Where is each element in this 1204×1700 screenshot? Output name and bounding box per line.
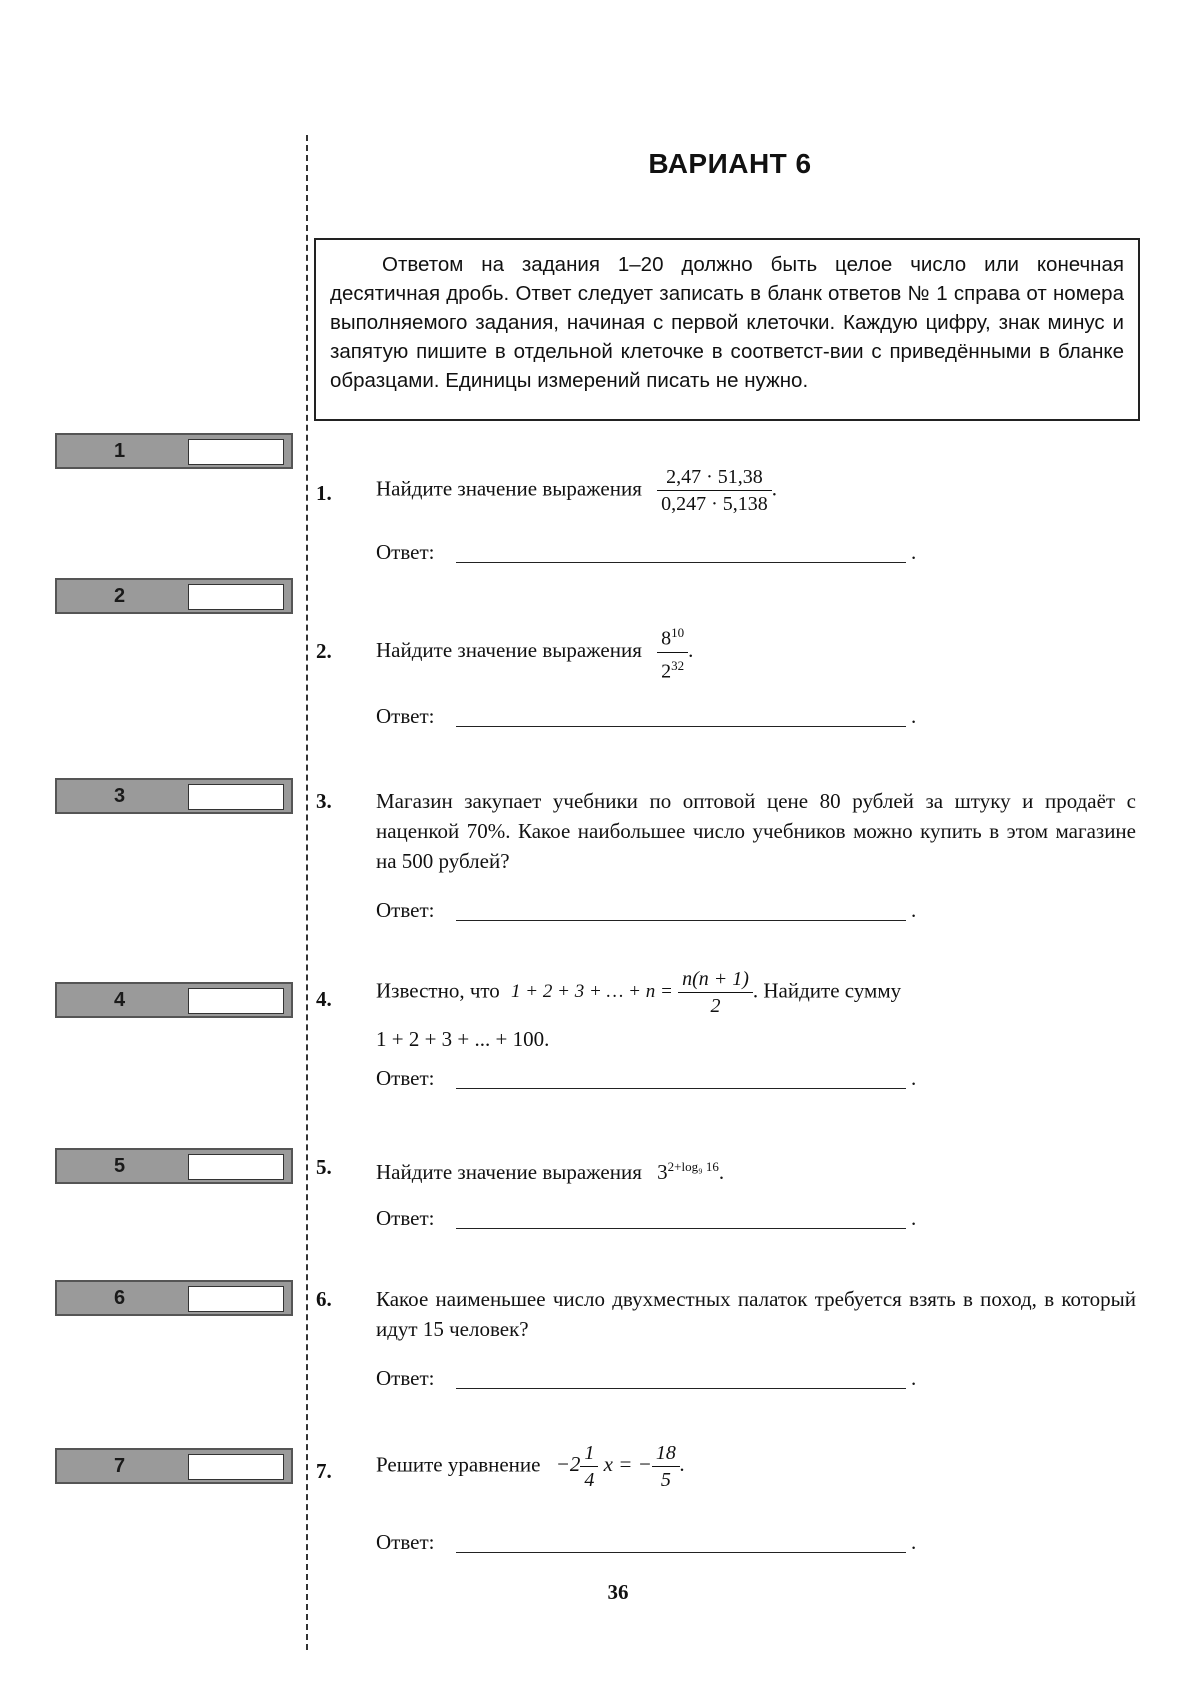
answer-box-number: 6 (113, 1287, 126, 1309)
answer-label: Ответ: (376, 1066, 435, 1090)
answer-underline (456, 726, 906, 727)
answer-label: Ответ: (376, 1530, 435, 1554)
task-statement-line2: 1 + 2 + 3 + ... + 100. (376, 1027, 550, 1051)
answer-box-6 (55, 1280, 293, 1316)
answer-cell[interactable] (188, 784, 284, 810)
answer-cell[interactable] (188, 584, 284, 610)
task-statement: Найдите значение выражения (376, 1160, 642, 1184)
answer-line-7[interactable] (376, 1530, 916, 1558)
answer-box-1 (55, 433, 293, 469)
answer-cell[interactable] (188, 1154, 284, 1180)
task-statement-cont: . Найдите сумму (752, 978, 902, 1003)
task-number: 3. (316, 789, 332, 813)
answer-box-7 (55, 1448, 293, 1484)
fraction: $\frac{1}{4}$ (580, 1440, 598, 1493)
instructions-text: Ответом на задания 1–20 должно быть целое число или конечная десятичная дробь. Ответ следует записать в бланк ответов № 1 справа от номера выполняемого задания, начиная с первой клеточки. Каждую цифру, знак минус и запятую пишите в отдельной клеточке в соответст-вии с приведёнными в бланке образцами. Единицы измерений писать не нужно. (330, 253, 1124, 392)
answer-line-6[interactable] (376, 1366, 916, 1394)
task-statement: Известно, что (376, 978, 500, 1003)
answer-underline (456, 920, 906, 921)
task-statement: Найдите значение выражения (376, 476, 642, 501)
fraction-numerator: n(n + 1) (678, 966, 753, 993)
answer-underline (456, 562, 906, 563)
answer-line-5[interactable] (376, 1206, 916, 1234)
answer-line-4[interactable] (376, 1066, 916, 1094)
task-statement: Какое наименьшее число двухместных палаток требуется взять в поход, в который идут 15 человек? (376, 1287, 1136, 1341)
answer-box-number: 4 (113, 989, 126, 1011)
task-number: 2. (316, 639, 332, 663)
answer-cell[interactable] (188, 988, 284, 1014)
task-number: 6. (316, 1287, 332, 1311)
fraction-numerator: 2,47 · 51,38 (657, 464, 772, 491)
answer-period: . (911, 898, 917, 922)
fraction: $\frac{18}{5}$ (652, 1440, 680, 1493)
fraction (678, 966, 753, 1019)
answer-period: . (911, 704, 917, 728)
answer-box-2 (55, 578, 293, 614)
answer-cell[interactable] (188, 1286, 284, 1312)
answer-label: Ответ: (376, 898, 435, 922)
answer-box-4 (55, 982, 293, 1018)
answer-line-3[interactable] (376, 898, 916, 926)
task-text (376, 966, 1136, 1019)
answer-period: . (911, 1066, 917, 1090)
answer-line-2[interactable] (376, 704, 916, 732)
fraction-denominator: 2 (710, 995, 721, 1017)
answer-label: Ответ: (376, 1366, 435, 1390)
task-number: 7. (316, 1459, 332, 1483)
answer-box-number: 3 (113, 785, 126, 807)
answer-box-number: 5 (113, 1155, 126, 1177)
answer-box-number: 1 (113, 440, 126, 462)
task-text (376, 1440, 1136, 1493)
task-statement: Магазин закупает учебники по оптовой цене 80 рублей за штуку и продаёт с наценкой 70%. Какое наибольшее число учебников можно купить в этом магазине на 500 рублей? (376, 789, 1136, 873)
task-statement: Найдите значение выражения (376, 637, 642, 662)
task-text (376, 620, 1136, 684)
answer-underline (456, 1088, 906, 1089)
answer-box-number: 7 (113, 1455, 126, 1477)
answer-box-5 (55, 1148, 293, 1184)
fraction-denominator: $2^{32}$ (661, 657, 685, 683)
task-number: 4. (316, 987, 332, 1011)
fraction-denominator: 0,247 · 5,138 (661, 493, 768, 515)
answer-period: . (911, 1366, 917, 1390)
fraction (657, 620, 688, 684)
answer-underline (456, 1552, 906, 1553)
answer-box-number: 2 (113, 585, 126, 607)
equation: −2 $\frac{1}{4}$ x = − $\frac{18}{5}$ . (555, 1442, 686, 1491)
fraction (657, 464, 772, 517)
task-text (376, 464, 1136, 517)
answer-cell[interactable] (188, 1454, 284, 1480)
cut-line (306, 135, 308, 1650)
answer-label: Ответ: (376, 1206, 435, 1230)
answer-label: Ответ: (376, 540, 435, 564)
punctuation: . (718, 1160, 725, 1184)
answer-underline (456, 1228, 906, 1229)
punctuation: . (771, 476, 778, 501)
fraction-numerator: $8^{10}$ (657, 620, 688, 653)
page-number: 36 (607, 1580, 629, 1604)
page-title: ВАРИАНТ 6 (648, 148, 812, 179)
punctuation: . (688, 637, 694, 662)
answer-box-3 (55, 778, 293, 814)
answer-period: . (911, 540, 917, 564)
task-text (376, 1152, 1136, 1187)
task-number: 1. (316, 481, 332, 505)
answer-period: . (911, 1530, 917, 1554)
answer-cell[interactable] (188, 439, 284, 465)
answer-underline (456, 1388, 906, 1389)
instructions-box (314, 238, 1140, 421)
formula: 1 + 2 + 3 + … + n = (511, 981, 673, 1003)
task-number: 5. (316, 1155, 332, 1179)
answer-period: . (911, 1206, 917, 1230)
answer-line-1[interactable] (376, 540, 916, 568)
task-statement: Решите уравнение (376, 1452, 541, 1477)
answer-label: Ответ: (376, 704, 435, 728)
power-expression: $3^{2+log_9 16}$ (657, 1159, 719, 1184)
